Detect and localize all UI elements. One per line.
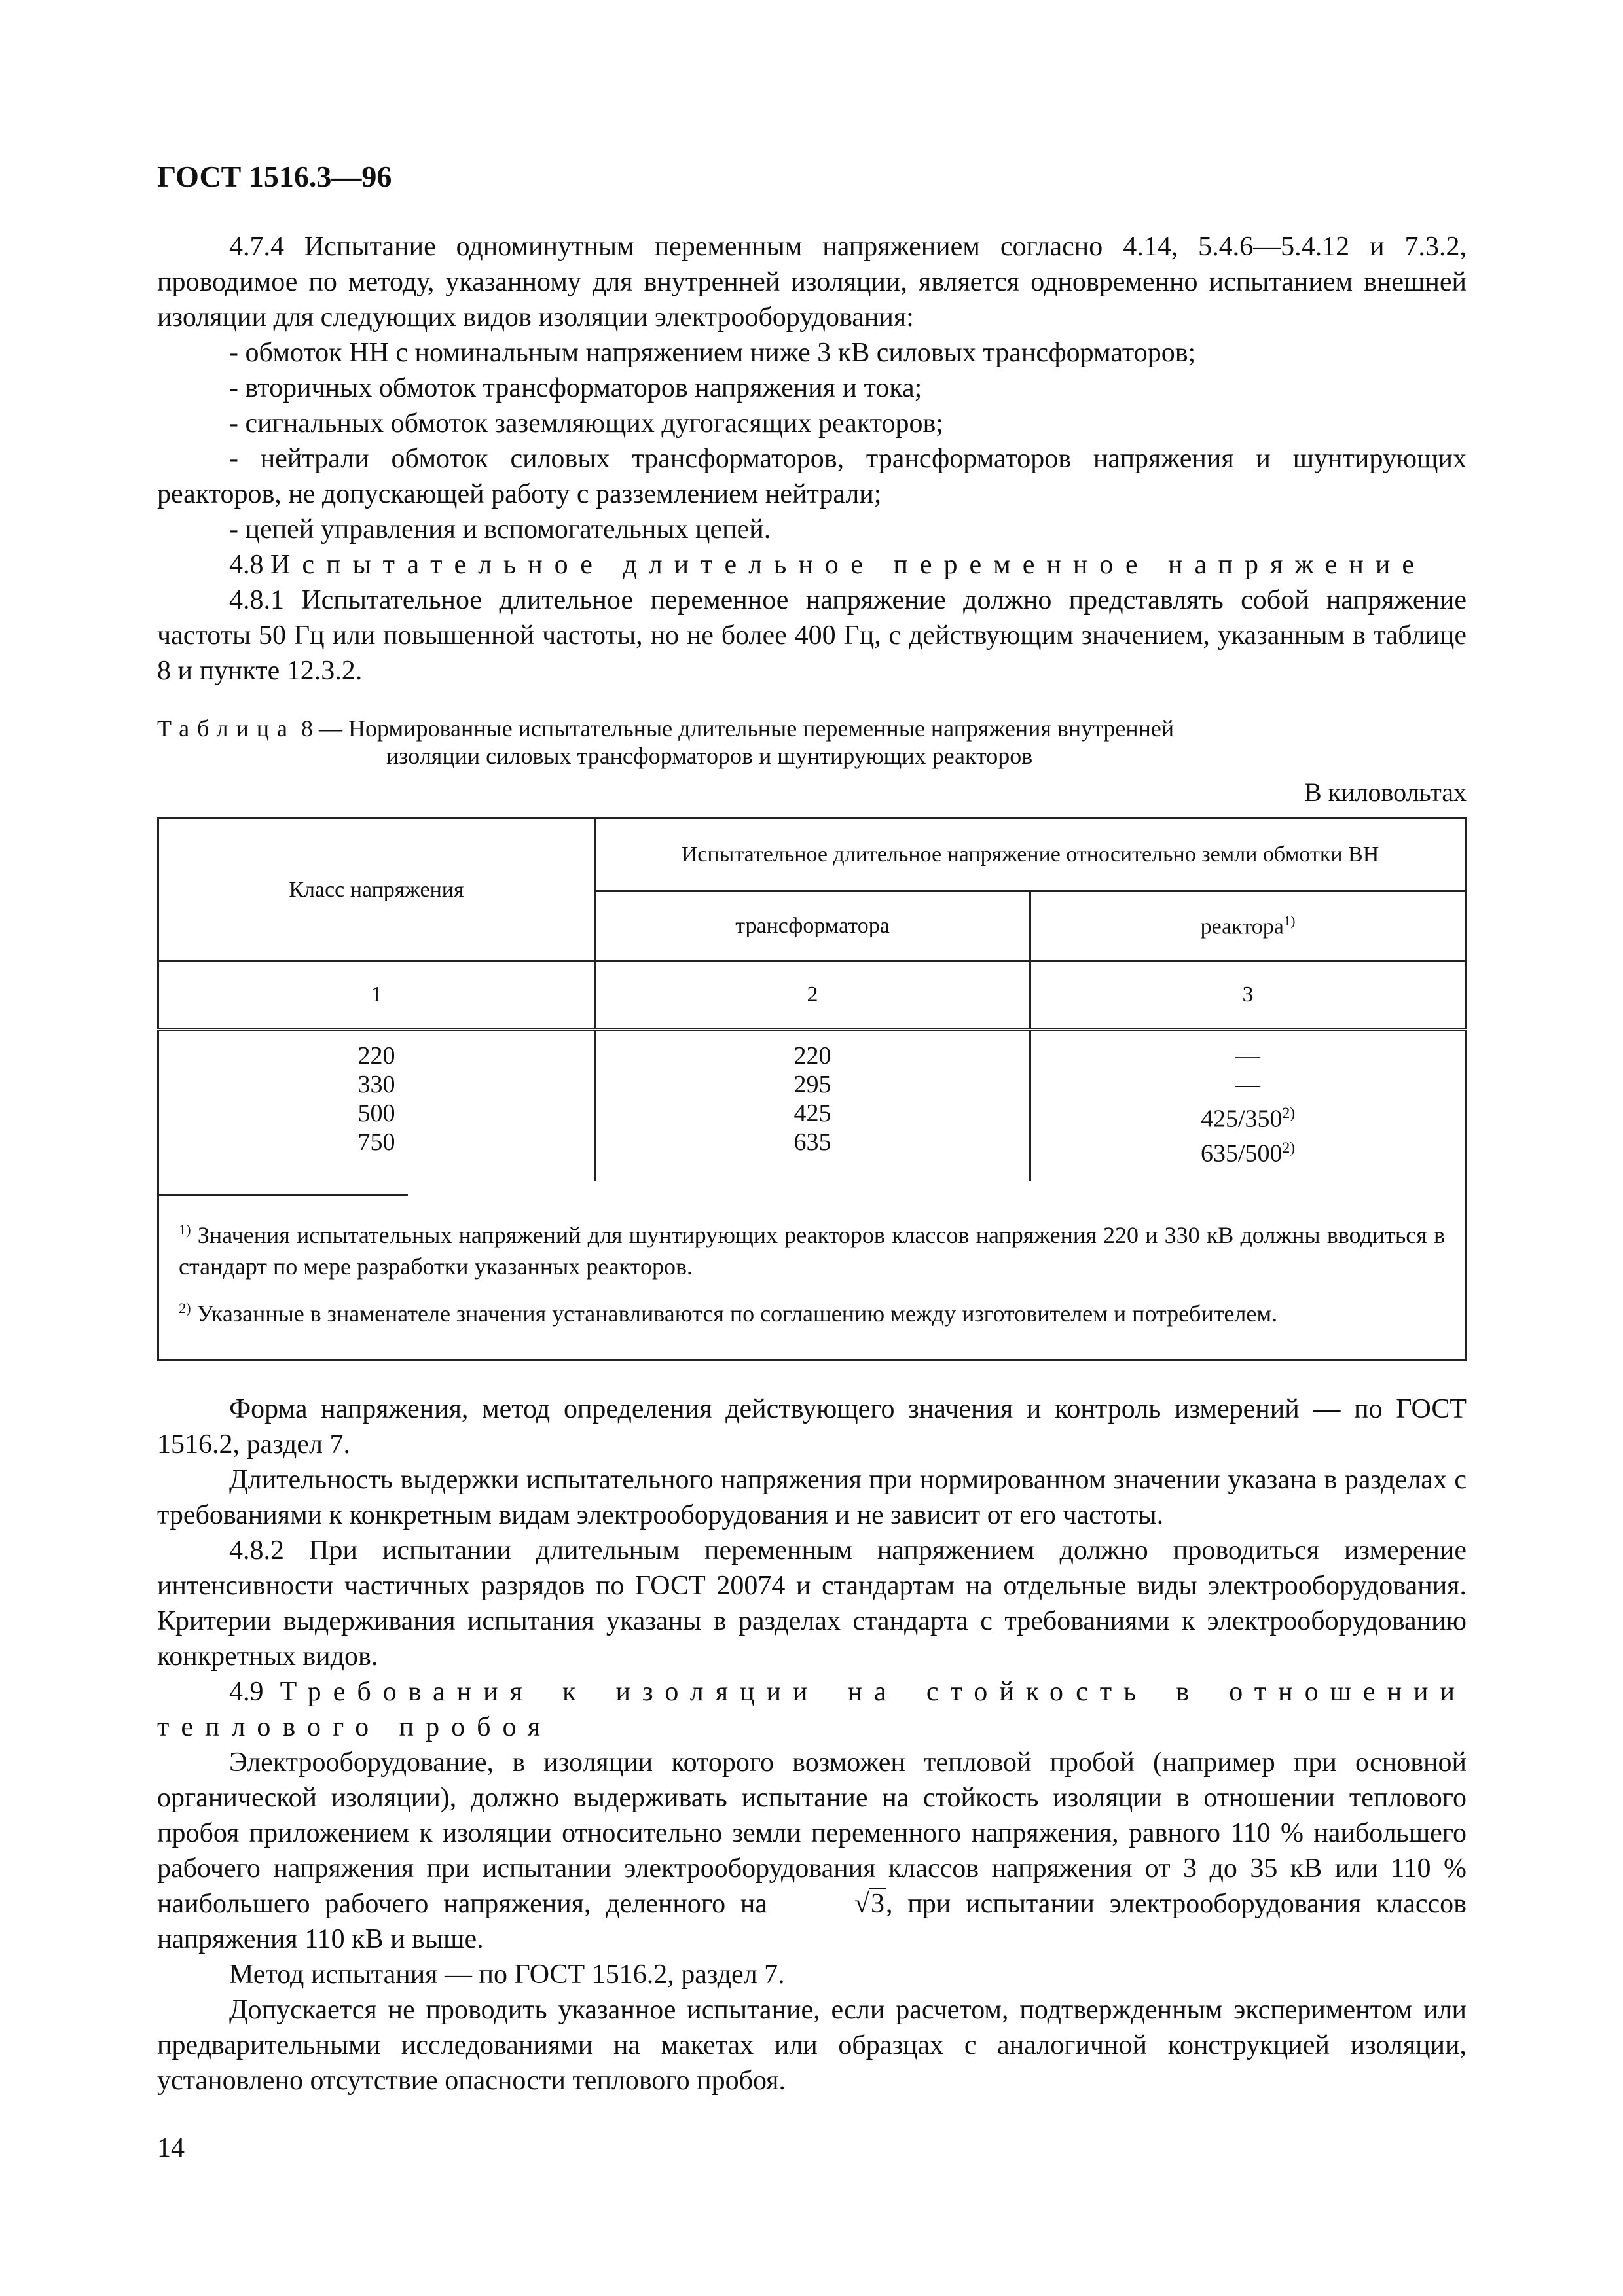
document-header: ГОСТ 1516.3—96 [157,160,392,193]
paragraph-4-8-2: 4.8.2 При испытании длительным переменным напряжением должно проводиться измерение интенсивности частичных разрядов по ГОСТ 20074 и стандартам на отдельные виды электрооборудования. Критерии выдерживания испытания указаны в разделах стандарта с требованиями к электрооборудованию конкретных видов. [157,1535,1467,1672]
paragraph-allowed: Допускается не проводить указанное испытание, если расчетом, подтвержденным экспериментом или предварительными исследованиями на макетах или образцах с аналогичной конструкцией изоляции, установлено отсутствие опасности теплового пробоя. [157,1995,1467,2096]
section-title: Требования к изоляции на стойкость в отношении теплового пробоя [157,1677,1467,1743]
table-cell-transformer: 220 295 425 635 [594,1030,1030,1181]
paragraph-4-7-4: 4.7.4 Испытание одноминутным переменным напряжением согласно 4.14, 5.4.6—5.4.12 и 7.3.2, проводимое по методу, указанному для внутренней изоляции, является одновременно испытанием внешней изоляции для следующих видов изоляции электрооборудования: [157,232,1467,332]
table-cell-reactor: — — 425/350$^{2)}$ 635/500$^{2)}$ [1030,1030,1466,1181]
table-caption-line2: изоляции силовых трансформаторов и шунтирующих реакторов [386,743,1033,769]
paragraph-4-8-1: 4.8.1 Испытательное длительное переменное напряжение должно представлять собой напряжение частоты 50 Гц или повышенной частоты, но не более 400 Гц, с действующим значением, указанным в таблице 8 и пункте 12.3.2. [157,585,1467,686]
paragraph-duration: Длительность выдержки испытательного напряжения при нормированном значении указана в разделах с требованиями к конкретным видам электрооборудования и не зависит от его частоты. [157,1465,1467,1531]
table-units: В киловольтах [1304,778,1467,807]
table-label: Таблица [157,715,295,742]
footnote: $^{2)}$ Указанные в знаменателе значения устанавливаются по соглашению между изготовителем и потребителем. [179,1300,1278,1327]
list-item: - цепей управления и вспомогательных цепей. [229,514,771,545]
voltage-table [157,817,1467,1181]
column-number: 1 [158,961,595,1030]
list-item: - нейтрали обмоток силовых трансформаторов, трансформаторов напряжения и шунтирующих реакторов, не допускающей работу с разземлением нейтрали; [157,444,1467,509]
section-heading-4-9 [157,1674,1467,1745]
sqrt-symbol: √3 [854,1889,884,1920]
footnote-divider [159,1194,408,1196]
column-number: 3 [1030,961,1466,1030]
footnote: $^{1)}$ Значения испытательных напряжений для шунтирующих реакторов классов напряжения 220 и 330 кВ должны вводиться в стандарт по мере разработки указанных реакторов. [179,1221,1445,1280]
table-cell-class: 220 330 500 750 [158,1030,595,1181]
section-title: Испытательное длительное переменное напряжение [270,550,1427,580]
column-header-class: Класс напряжения [158,818,595,961]
paragraph-forma: Форма напряжения, метод определения действующего значения и контроль измерений — по ГОСТ 1516.2, раздел 7. [157,1394,1467,1460]
column-header-transformer: трансформатора [594,891,1030,961]
column-group-header: Испытательное длительное напряжение относительно земли обмотки ВН [594,818,1465,891]
paragraph-method: Метод испытания — по ГОСТ 1516.2, раздел 7. [229,1960,785,1990]
section-number: 4.8 [229,550,264,580]
column-number: 2 [594,961,1030,1030]
table-caption-line1: 8 — Нормированные испытательные длительные переменные напряжения внутренней [301,715,1175,742]
section-heading-4-8 [157,547,1467,583]
table-caption [157,715,1467,770]
list-item: - обмоток НН с номинальным напряжением ниже 3 кВ силовых трансформаторов; [229,338,1196,368]
section-number: 4.9 [229,1677,264,1708]
table-footnotes [157,1181,1467,1361]
paragraph-4-9-thermal: Электрооборудование, в изоляции которого возможен тепловой пробой (например при основной органической изоляции), должно выдерживать испытание на стойкость изоляции в отношении теплового пробоя приложением к изоляции относительно земли переменного напряжения, равного 110 % наибольшего рабочего напряжения при испытании электрооборудования классов напряжения от 3 до 35 кВ или 110 % наибольшего рабочего напряжения, деленного на √3, при испытании электрооборудования классов напряжения 110 кВ и выше. [157,1748,1467,1955]
column-header-reactor: реактора$^{1)}$ [1030,891,1466,961]
document-page [157,157,1467,2098]
list-item: - вторичных обмоток трансформаторов напряжения и тока; [229,373,922,403]
list-item: - сигнальных обмоток заземляющих дугогасящих реакторов; [229,408,943,439]
page-number: 14 [157,2133,185,2163]
